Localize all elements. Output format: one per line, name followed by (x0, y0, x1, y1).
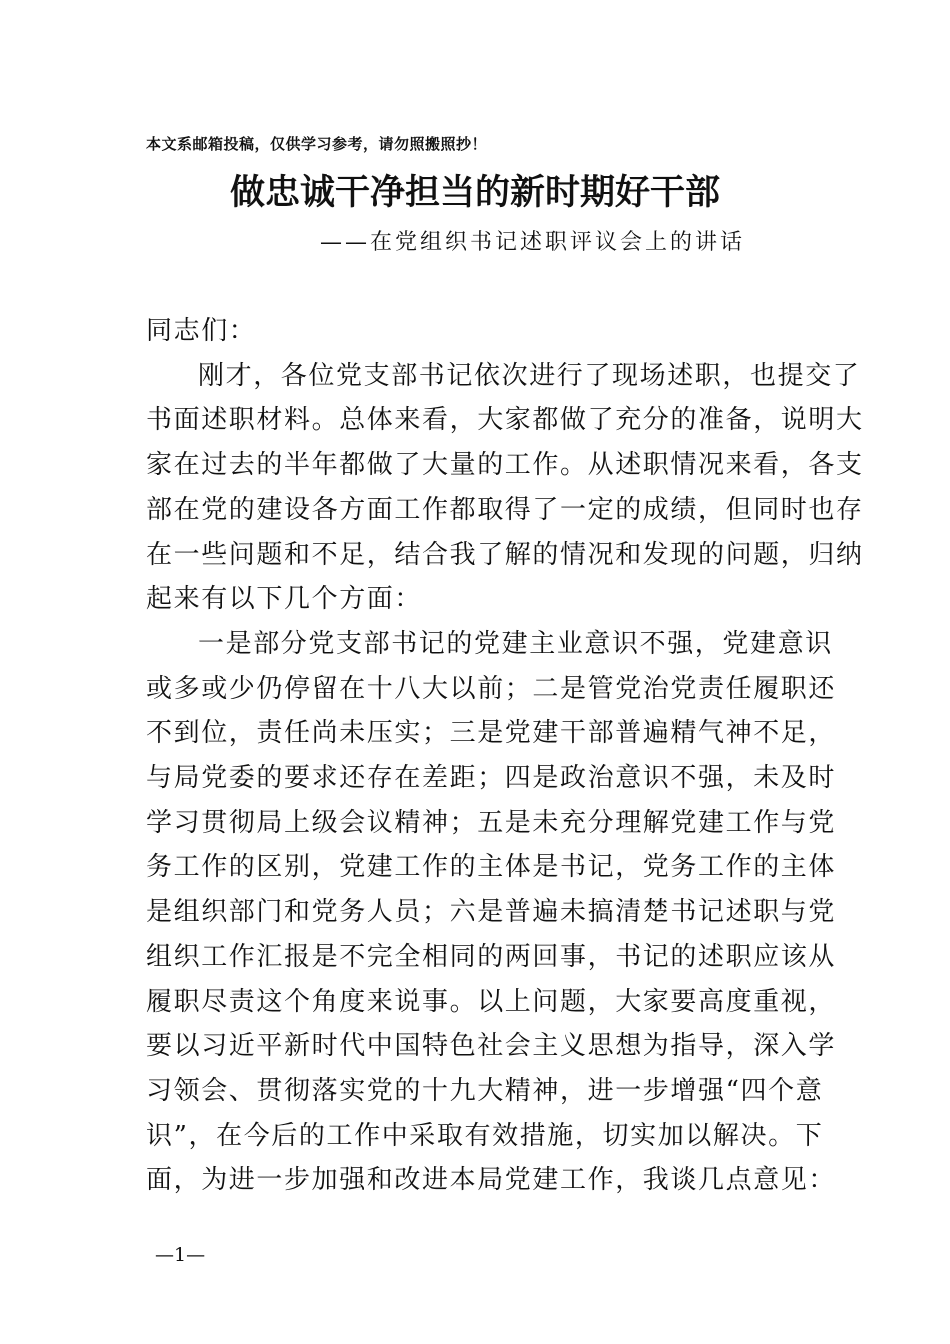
submission-notice: 本文系邮箱投稿，仅供学习参考，请勿照搬照抄！ (146, 135, 488, 153)
body-line: 组织工作汇报是不完全相同的两回事，书记的述职应该从 (146, 941, 837, 972)
body-line: 起来有以下几个方面： (146, 584, 423, 615)
body-line: 与局党委的要求还存在差距；四是政治意识不强，未及时 (146, 763, 837, 794)
body-line: 不到位，责任尚未压实；三是党建干部普遍精气神不足， (146, 718, 837, 749)
body-line: 识”，在今后的工作中采取有效措施，切实加以解决。下 (146, 1120, 824, 1151)
body-line: 学习贯彻局上级会议精神；五是未充分理解党建工作与党 (146, 807, 837, 838)
body-line: 或多或少仍停留在十八大以前；二是管党治党责任履职还 (146, 673, 837, 704)
body-line: 务工作的区别，党建工作的主体是书记，党务工作的主体 (146, 852, 837, 883)
body-line: 履职尽责这个角度来说事。以上问题，大家要高度重视， (146, 986, 837, 1017)
page-number: —1— (155, 1244, 206, 1266)
speech-body (146, 309, 864, 1203)
document-title: 做忠诚干净担当的新时期好干部 (229, 172, 720, 213)
body-line: 在一些问题和不足，结合我了解的情况和发现的问题，归纳 (146, 539, 864, 570)
body-line: 书面述职材料。总体来看，大家都做了充分的准备，说明大 (146, 405, 864, 436)
body-line: 习领会、贯彻落实党的十九大精神，进一步增强“四个意 (146, 1075, 824, 1106)
body-line: 面，为进一步加强和改进本局党建工作，我谈几点意见： (146, 1165, 837, 1196)
document-subtitle: ——在党组织书记述职评议会上的讲话 (320, 230, 746, 255)
body-line: 一是部分党支部书记的党建主业意识不强，党建意识 (198, 628, 833, 659)
body-line: 家在过去的半年都做了大量的工作。从述职情况来看，各支 (146, 450, 864, 481)
body-line: 要以习近平新时代中国特色社会主义思想为指导，深入学 (146, 1031, 837, 1062)
salutation: 同志们： (146, 316, 257, 346)
body-line: 部在党的建设各方面工作都取得了一定的成绩，但同时也存 (146, 494, 864, 525)
body-line: 是组织部门和党务人员；六是普遍未搞清楚书记述职与党 (146, 897, 837, 928)
body-line: 刚才，各位党支部书记依次进行了现场述职，也提交了 (198, 360, 861, 391)
